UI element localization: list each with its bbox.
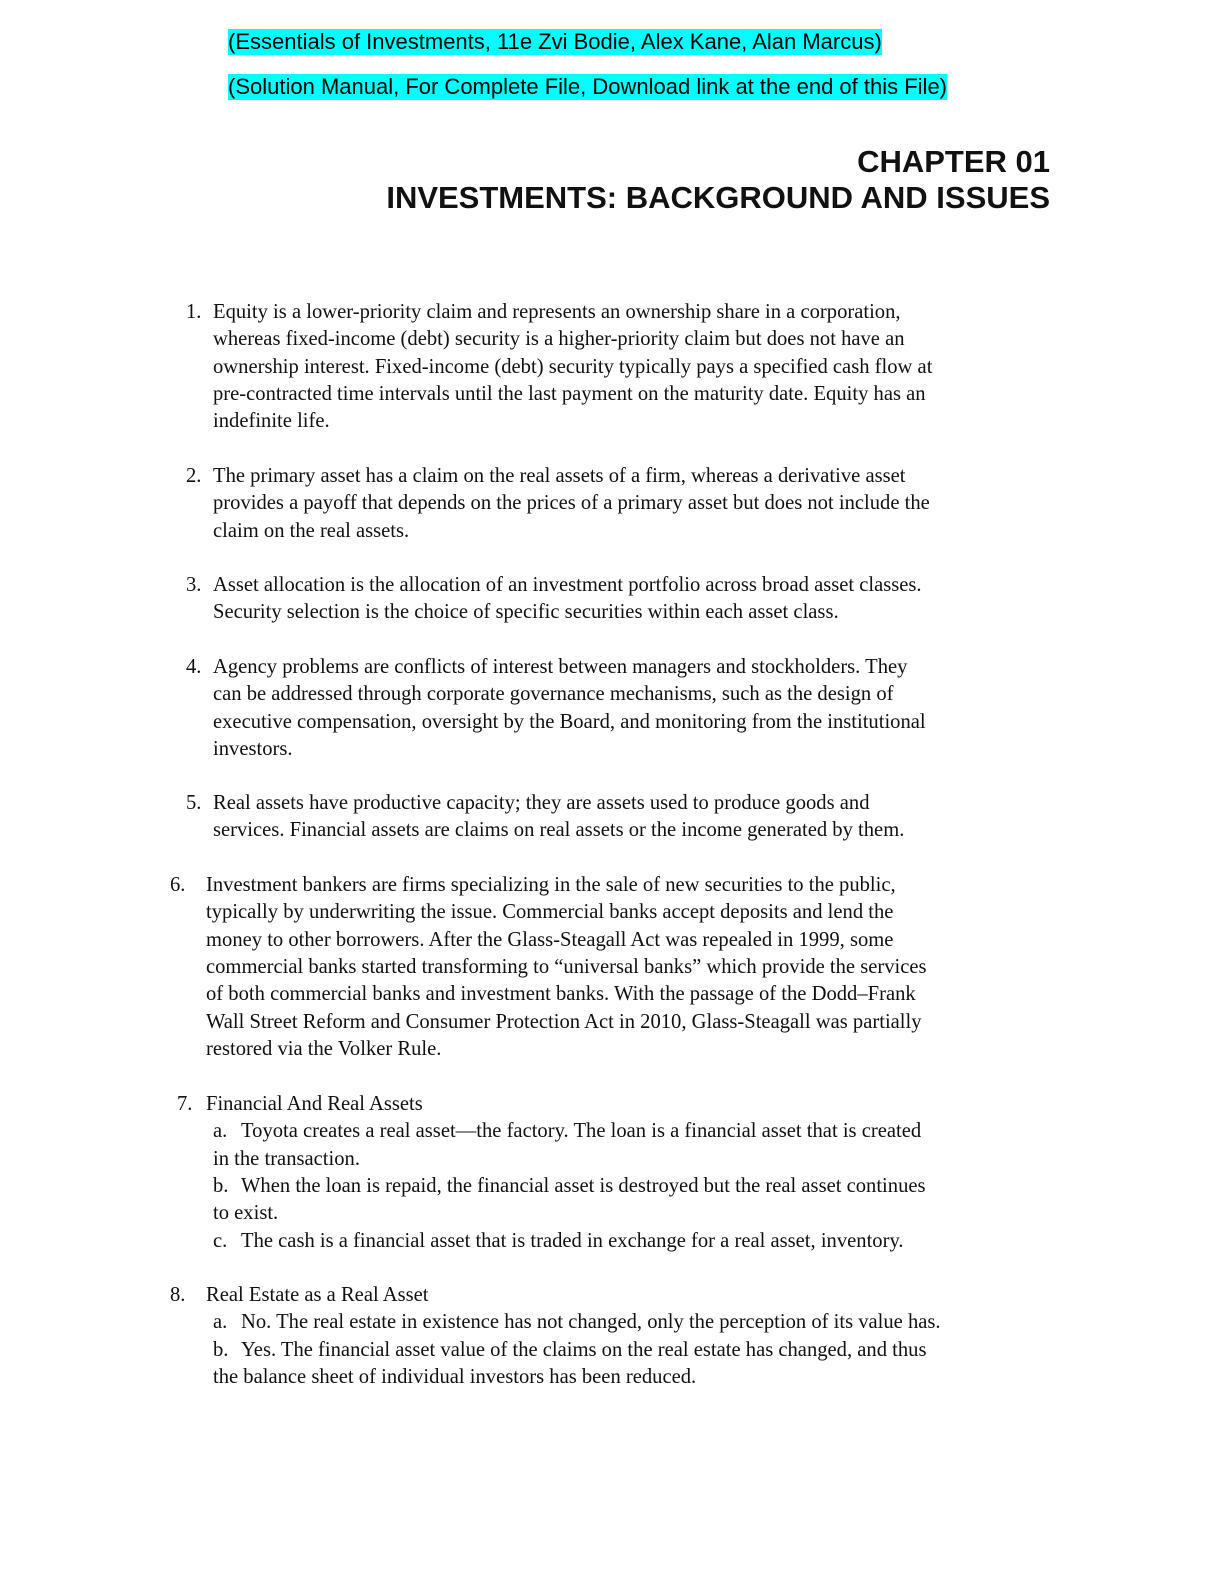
item-text-line: money to other borrowers. After the Glass-Steagall Act was repealed in 1999, some <box>206 928 894 951</box>
item-text-line: Asset allocation is the allocation of an investment portfolio across broad asset classes. <box>213 574 922 596</box>
item-text-line: Real assets have productive capacity; they are assets used to produce goods and <box>213 792 870 814</box>
item-text-line: whereas fixed-income (debt) security is a higher-priority claim but does not have an <box>213 328 905 351</box>
subitem-label: c. <box>213 1229 228 1252</box>
subitem-text-line: When the loan is repaid, the financial asset is destroyed but the real asset continues <box>241 1175 926 1198</box>
item-text-line: Wall Street Reform and Consumer Protection Act in 2010, Glass-Steagall was partially <box>206 1010 922 1033</box>
subitem-text-line: Yes. The financial asset value of the claims on the real estate has changed, and thus <box>241 1338 927 1361</box>
subitem-text-line: to exist. <box>213 1202 279 1225</box>
subitem-text-line: No. The real estate in existence has not changed, only the perception of its value has. <box>241 1311 941 1334</box>
item-text-line: executive compensation, oversight by the Board, and monitoring from the institutional <box>213 710 926 733</box>
item-number: 3. <box>186 574 202 596</box>
subitem-label: a. <box>213 1311 228 1334</box>
item-text-line: commercial banks started transforming to “universal banks” which provide the services <box>206 956 927 979</box>
subitem-label: b. <box>213 1338 229 1361</box>
item-number: 6. <box>170 874 186 896</box>
chapter-number: CHAPTER 01 <box>857 144 1050 179</box>
subitem-label: a. <box>213 1120 228 1143</box>
item-text-line: restored via the Volker Rule. <box>206 1038 442 1061</box>
subitem-text-line: The cash is a financial asset that is traded in exchange for a real asset, inventory. <box>241 1229 904 1252</box>
item-text-line: Security selection is the choice of specific securities within each asset class. <box>213 601 839 624</box>
item-text-line: The primary asset has a claim on the real assets of a firm, whereas a derivative asset <box>213 465 906 487</box>
item-text-line: investors. <box>213 738 293 761</box>
subitem-text-line: the balance sheet of individual investors has been reduced. <box>213 1366 697 1389</box>
item-number: 1. <box>186 301 202 323</box>
item-text-line: Agency problems are conflicts of interest between managers and stockholders. They <box>213 656 908 678</box>
header-line-1: (Essentials of Investments, 11e Zvi Bodie, Alex Kane, Alan Marcus) <box>228 29 882 54</box>
item-text-line: services. Financial assets are claims on real assets or the income generated by them. <box>213 819 905 842</box>
item-text-line: pre-contracted time intervals until the last payment on the maturity date. Equity has an <box>213 383 926 406</box>
item-text-line: can be addressed through corporate governance mechanisms, such as the design of <box>213 683 894 706</box>
item-text-line: provides a payoff that depends on the prices of a primary asset but does not include the <box>213 492 930 515</box>
item-text-line: ownership interest. Fixed-income (debt) security typically pays a specified cash flow at <box>213 355 933 378</box>
item-text-line: of both commercial banks and investment banks. With the passage of the Dodd–Frank <box>206 983 916 1006</box>
chapter-title: INVESTMENTS: BACKGROUND AND ISSUES <box>386 180 1050 215</box>
item-number: 4. <box>186 656 202 678</box>
item-text-line: Financial And Real Assets <box>206 1093 423 1115</box>
subitem-text-line: in the transaction. <box>213 1147 360 1170</box>
item-text-line: indefinite life. <box>213 410 330 433</box>
item-text-line: Real Estate as a Real Asset <box>206 1284 429 1306</box>
subitem-label: b. <box>213 1175 229 1198</box>
item-text-line: Equity is a lower-priority claim and represents an ownership share in a corporation, <box>213 301 901 323</box>
item-text-line: claim on the real assets. <box>213 519 410 542</box>
subitem-text-line: Toyota creates a real asset—the factory. The loan is a financial asset that is created <box>241 1120 922 1143</box>
item-number: 8. <box>170 1284 186 1306</box>
item-number: 7. <box>177 1093 193 1115</box>
header-line-2: (Solution Manual, For Complete File, Download link at the end of this File) <box>228 74 948 99</box>
item-text-line: typically by underwriting the issue. Commercial banks accept deposits and lend the <box>206 901 894 924</box>
item-text-line: Investment bankers are firms specializing in the sale of new securities to the public, <box>206 874 896 896</box>
item-number: 2. <box>186 465 202 487</box>
item-number: 5. <box>186 792 202 814</box>
